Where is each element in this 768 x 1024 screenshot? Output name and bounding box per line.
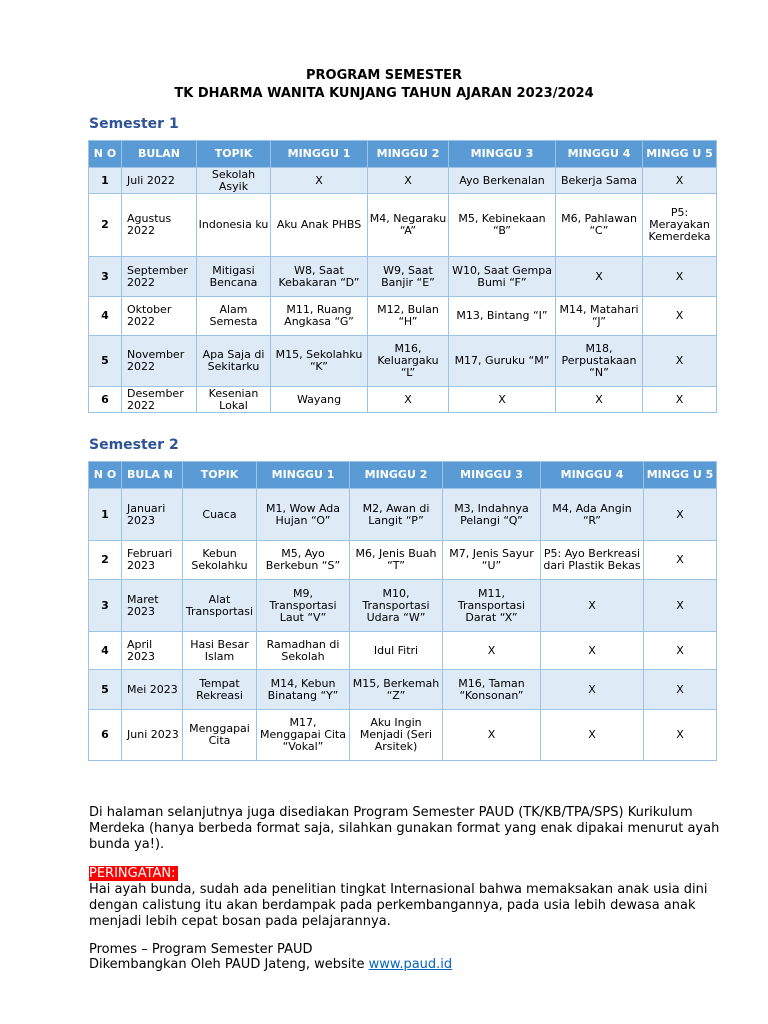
warning-text: Hai ayah bunda, sudah ada penelitian tingkat Internasional bahwa memaksakan anak usia dini dengan calistung itu akan berdampak pada perkembangannya, pada usia lebih dewasa anak menjadi lebih cepat bosan pada pelajarannya. bbox=[89, 882, 708, 929]
table-cell: M14, Kebun Binatang “Y” bbox=[257, 670, 350, 710]
table-cell: X bbox=[644, 489, 717, 541]
table-cell: M5, Ayo Berkebun “S” bbox=[257, 541, 350, 580]
table-cell: X bbox=[368, 387, 449, 413]
table-cell: X bbox=[644, 580, 717, 632]
table-header-row bbox=[89, 141, 717, 168]
semester-2-table bbox=[88, 461, 717, 761]
table-cell: Kesenian Lokal bbox=[197, 387, 271, 413]
table-cell: X bbox=[644, 670, 717, 710]
table-cell: Hasi Besar Islam bbox=[183, 632, 257, 670]
document-title-line1: PROGRAM SEMESTER bbox=[306, 68, 462, 83]
column-header: BULAN bbox=[122, 141, 197, 168]
table-cell: M6, Pahlawan “C” bbox=[556, 194, 643, 257]
table-cell: 5 bbox=[89, 670, 122, 710]
table-header-row bbox=[89, 462, 717, 489]
table-row bbox=[89, 670, 717, 710]
table-cell: Menggapai Cita bbox=[183, 710, 257, 761]
column-header: MINGGU 4 bbox=[541, 462, 644, 489]
table-cell: Bekerja Sama bbox=[556, 168, 643, 194]
table-cell: April 2023 bbox=[122, 632, 183, 670]
table-cell: Aku Anak PHBS bbox=[271, 194, 368, 257]
footer-line-2 bbox=[89, 957, 452, 972]
table-cell: X bbox=[643, 257, 717, 297]
table-cell: Ramadhan di Sekolah bbox=[257, 632, 350, 670]
column-header: TOPIK bbox=[183, 462, 257, 489]
column-header: MINGGU 4 bbox=[556, 141, 643, 168]
table-cell: 5 bbox=[89, 336, 122, 387]
table-cell: Agustus 2022 bbox=[122, 194, 197, 257]
table-row bbox=[89, 194, 717, 257]
table-cell: M4, Negaraku “A” bbox=[368, 194, 449, 257]
table-cell: M7, Jenis Sayur “U” bbox=[443, 541, 541, 580]
table-row bbox=[89, 632, 717, 670]
table-cell: W8, Saat Kebakaran “D” bbox=[271, 257, 368, 297]
table-cell: M1, Wow Ada Hujan “O” bbox=[257, 489, 350, 541]
table-cell: W10, Saat Gempa Bumi “F” bbox=[449, 257, 556, 297]
table-cell: X bbox=[643, 336, 717, 387]
footer-credit: Dikembangkan Oleh PAUD Jateng, website bbox=[89, 957, 369, 972]
column-header: MINGGU 2 bbox=[368, 141, 449, 168]
table-cell: Alam Semesta bbox=[197, 297, 271, 336]
table-cell: Tempat Rekreasi bbox=[183, 670, 257, 710]
table-cell: Kebun Sekolahku bbox=[183, 541, 257, 580]
column-header: MINGG U 5 bbox=[644, 462, 717, 489]
table-cell: X bbox=[644, 632, 717, 670]
table-row bbox=[89, 710, 717, 761]
table-row bbox=[89, 336, 717, 387]
table-cell: X bbox=[368, 168, 449, 194]
table-cell: X bbox=[541, 710, 644, 761]
table-cell: September 2022 bbox=[122, 257, 197, 297]
column-header: MINGGU 3 bbox=[449, 141, 556, 168]
table-cell: Idul Fitri bbox=[350, 632, 443, 670]
table-cell: X bbox=[644, 541, 717, 580]
warning-block bbox=[89, 866, 729, 930]
column-header: MINGGU 1 bbox=[257, 462, 350, 489]
table-cell: X bbox=[449, 387, 556, 413]
table-cell: Mei 2023 bbox=[122, 670, 183, 710]
table-cell: 6 bbox=[89, 710, 122, 761]
table-cell: Indonesia ku bbox=[197, 194, 271, 257]
table-cell: Februari 2023 bbox=[122, 541, 183, 580]
table-cell: Apa Saja di Sekitarku bbox=[197, 336, 271, 387]
table-cell: X bbox=[644, 710, 717, 761]
semester-1-heading: Semester 1 bbox=[89, 116, 179, 132]
column-header: MINGGU 2 bbox=[350, 462, 443, 489]
column-header: BULA N bbox=[122, 462, 183, 489]
table-cell: 1 bbox=[89, 168, 122, 194]
table-cell: M11, Transportasi Darat “X” bbox=[443, 580, 541, 632]
table-cell: X bbox=[643, 168, 717, 194]
semester-2-heading: Semester 2 bbox=[89, 437, 179, 453]
table-cell: M10, Transportasi Udara “W” bbox=[350, 580, 443, 632]
table-cell: M3, Indahnya Pelangi “Q” bbox=[443, 489, 541, 541]
table-cell: M16, Taman “Konsonan” bbox=[443, 670, 541, 710]
table-cell: M15, Berkemah “Z” bbox=[350, 670, 443, 710]
table-cell: Cuaca bbox=[183, 489, 257, 541]
warning-label: PERINGATAN: bbox=[89, 866, 176, 881]
table-cell: M17, Menggapai Cita “Vokal” bbox=[257, 710, 350, 761]
table-cell: M13, Bintang “I” bbox=[449, 297, 556, 336]
table-cell: 1 bbox=[89, 489, 122, 541]
table-cell: Aku Ingin Menjadi (Seri Arsitek) bbox=[350, 710, 443, 761]
table-cell: 4 bbox=[89, 297, 122, 336]
column-header: MINGGU 1 bbox=[271, 141, 368, 168]
table-cell: Juni 2023 bbox=[122, 710, 183, 761]
column-header: MINGG U 5 bbox=[643, 141, 717, 168]
table-cell: M18, Perpustakaan “N” bbox=[556, 336, 643, 387]
semester-1-table bbox=[88, 140, 717, 413]
table-cell: M5, Kebinekaan “B” bbox=[449, 194, 556, 257]
table-cell: X bbox=[443, 710, 541, 761]
table-cell: 3 bbox=[89, 257, 122, 297]
table-cell: Sekolah Asyik bbox=[197, 168, 271, 194]
column-header: MINGGU 3 bbox=[443, 462, 541, 489]
table-cell: P5: Ayo Berkreasi dari Plastik Bekas bbox=[541, 541, 644, 580]
table-row bbox=[89, 541, 717, 580]
table-cell: 2 bbox=[89, 541, 122, 580]
table-cell: M15, Sekolahku “K” bbox=[271, 336, 368, 387]
table-cell: P5: Merayakan Kemerdeka bbox=[643, 194, 717, 257]
table-cell: M16, Keluargaku “L” bbox=[368, 336, 449, 387]
table-cell: M11, Ruang Angkasa “G” bbox=[271, 297, 368, 336]
table-cell: Alat Transportasi bbox=[183, 580, 257, 632]
info-paragraph: Di halaman selanjutnya juga disediakan Program Semester PAUD (TK/KB/TPA/SPS) Kurikulum Merdeka (hanya berbeda format saja, silahkan gunakan format yang enak dipakai menurut ayah bunda ya!). bbox=[89, 805, 720, 852]
table-cell: X bbox=[541, 580, 644, 632]
footer-line-1: Promes – Program Semester PAUD bbox=[89, 942, 313, 957]
table-cell: X bbox=[643, 387, 717, 413]
table-cell: 4 bbox=[89, 632, 122, 670]
table-cell: 2 bbox=[89, 194, 122, 257]
table-cell: X bbox=[556, 387, 643, 413]
column-header: N O bbox=[89, 141, 122, 168]
table-cell: M2, Awan di Langit “P” bbox=[350, 489, 443, 541]
table-row bbox=[89, 168, 717, 194]
table-cell: M6, Jenis Buah “T” bbox=[350, 541, 443, 580]
table-cell: Maret 2023 bbox=[122, 580, 183, 632]
table-cell: X bbox=[541, 670, 644, 710]
table-cell: Wayang bbox=[271, 387, 368, 413]
table-cell: 6 bbox=[89, 387, 122, 413]
table-cell: M4, Ada Angin “R” bbox=[541, 489, 644, 541]
table-cell: X bbox=[271, 168, 368, 194]
table-cell: M17, Guruku “M” bbox=[449, 336, 556, 387]
table-cell: X bbox=[556, 257, 643, 297]
website-link[interactable]: www.paud.id bbox=[368, 957, 453, 972]
table-cell: Januari 2023 bbox=[122, 489, 183, 541]
table-cell: November 2022 bbox=[122, 336, 197, 387]
table-cell: M14, Matahari “J” bbox=[556, 297, 643, 336]
table-cell: M9, Transportasi Laut “V” bbox=[257, 580, 350, 632]
column-header: N O bbox=[89, 462, 122, 489]
table-cell: Desember 2022 bbox=[122, 387, 197, 413]
table-row bbox=[89, 297, 717, 336]
table-cell: Ayo Berkenalan bbox=[449, 168, 556, 194]
table-cell: Juli 2022 bbox=[122, 168, 197, 194]
table-cell: X bbox=[643, 297, 717, 336]
table-cell: Oktober 2022 bbox=[122, 297, 197, 336]
table-row bbox=[89, 387, 717, 413]
table-cell: M12, Bulan “H” bbox=[368, 297, 449, 336]
document-title-line2: TK DHARMA WANITA KUNJANG TAHUN AJARAN 2023/2024 bbox=[174, 86, 594, 101]
column-header: TOPIK bbox=[197, 141, 271, 168]
table-cell: Mitigasi Bencana bbox=[197, 257, 271, 297]
table-cell: W9, Saat Banjir “E” bbox=[368, 257, 449, 297]
table-row bbox=[89, 257, 717, 297]
table-cell: X bbox=[541, 632, 644, 670]
table-row bbox=[89, 580, 717, 632]
table-cell: 3 bbox=[89, 580, 122, 632]
table-cell: X bbox=[443, 632, 541, 670]
table-row bbox=[89, 489, 717, 541]
